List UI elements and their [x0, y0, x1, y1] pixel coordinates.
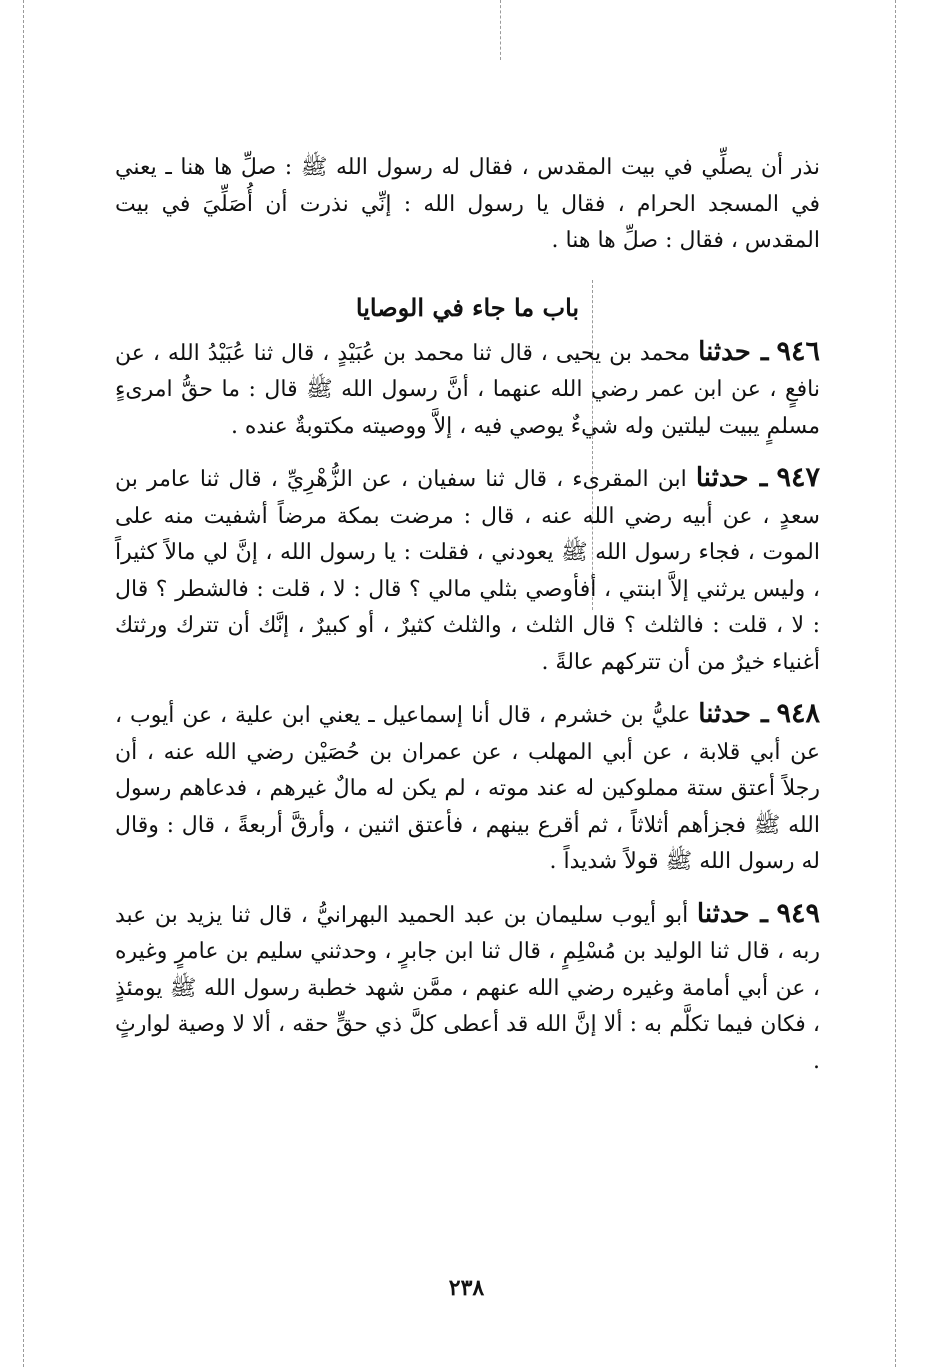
book-page	[115, 150, 820, 1080]
hadith-text: ابن المقرىء ، قال ثنا سفيان ، عن الزُّهْرِيِّ ، قال ثنا عامر بن سعدٍ ، عن أبيه رضي الله عنه ، قال : مرضت بمكة مرضاً أشفيت منه على الموت ، فجاء رسول الله ﷺ يعودني ، فقلت : يا رسول الله ، إنَّ لي مالاً كثيراً ، وليس يرثني إلاَّ ابنتي ، أفأوصي بثلي مالي ؟ قال : لا ، قلت : فالشطر ؟ قال : لا ، قلت : فالثلث ؟ قال الثلث ، والثلث كثيرٌ ، أو كبيرٌ ، إنَّك أن تترك ورثتك أغنياء خيرٌ من أن تتركهم عالةً .	[115, 467, 820, 675]
scan-line-center	[500, 0, 501, 60]
hadith-948	[115, 696, 820, 881]
hadith-number: ٩٤٦	[776, 335, 821, 367]
scan-line-right	[895, 0, 896, 1367]
hadith-946	[115, 334, 820, 446]
hadith-text: أبو أيوب سليمان بن عبد الحميد البهرانيُّ ، قال ثنا يزيد بن عبد ربه ، قال ثنا الوليد بن مُسْلِمٍ ، قال ثنا ابن جابرٍ ، وحدثني سليم بن عامرٍ وغيره ، عن أبي أمامة وغيره رضي الله عنهم ، ممَّن شهد خطبة رسول الله ﷺ يومئذٍ ، فكان فيما تكلَّم به : ألا إنَّ الله قد أعطى كلَّ ذي حقٍّ حقه ، ألا لا وصية لوارثٍ .	[115, 902, 820, 1074]
hadith-number: ٩٤٨	[776, 698, 821, 729]
hadith-keyword: ـ حدثنا	[696, 898, 768, 929]
hadith-text: محمد بن يحيى ، قال ثنا محمد بن عُبَيْدٍ ، قال ثنا عُبَيْدُ الله ، عن نافعٍ ، عن ابن عمر رضي الله عنهما ، أنَّ رسول الله ﷺ قال : ما حقُّ امرىءٍ مسلمٍ يبيت ليلتين وله شيءٌ يوصي فيه ، إلاَّ ووصيته مكتوبةٌ عنده .	[115, 340, 820, 439]
hadith-keyword: ـ حدثنا	[695, 463, 768, 493]
page-number: ٢٣٨	[448, 1275, 485, 1301]
scan-line-left	[23, 0, 24, 1367]
hadith-949	[115, 896, 820, 1081]
intro-paragraph: نذر أن يصلِّي في بيت المقدس ، فقال له رسول الله ﷺ : صلِّ ها هنا ـ يعني في المسجد الحرام ، فقال يا رسول الله : إنِّي نذرت أن أُصَلِّيَ في بيت المقدس ، فقال : صلِّ ها هنا .	[115, 155, 820, 253]
hadith-number: ٩٤٩	[776, 897, 821, 929]
hadith-keyword: ـ حدثنا	[698, 336, 769, 367]
hadith-number: ٩٤٧	[776, 462, 821, 493]
hadith-keyword: ـ حدثنا	[698, 699, 769, 729]
hadith-947	[115, 460, 820, 681]
section-heading: باب ما جاء في الوصايا	[355, 292, 580, 322]
hadith-text: عليُّ بن خشرم ، قال أنا إسماعيل ـ يعني ابن علية ، عن أيوب ، عن أبي قلابة ، عن أبي المهلب ، عن عمران بن حُصَيْن رضي الله عنه ، أن رجلاً أعتق ستة مملوكين له عند موته ، لم يكن له مالٌ غيرهم ، فدعاهم رسول الله ﷺ فجزأهم أثلاثاً ، ثم أقرع بينهم ، فأعتق اثنين ، وأرقَّ أربعةً ، قال : وقال له رسول الله ﷺ قولاً شديداً .	[115, 703, 820, 874]
